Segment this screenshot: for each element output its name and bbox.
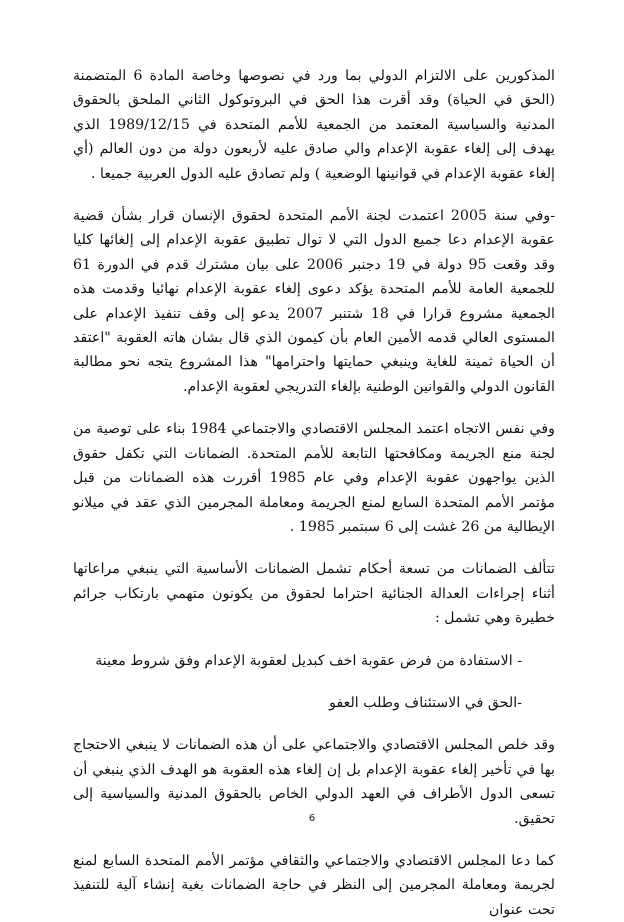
paragraph-ecosoc-1984: وفي نفس الاتجاه اعتمد المجلس الاقتصادي والاجتماعي 1984 بناء على توصية من لجنة منع الجريمة ومكافحتها التابعة للأمم المتحدة. الضمانات التي تكفل حقوق الذين يواجهون عقوبة الإعدام وفي عام 1985 أقررت هذه الضمانات من قبل مؤتمر الأمم المتحدة السابع لمنع الجريمة ومعاملة المجرمين الذي عقد في ميلانو الإيطالية من 26 غشت إلى 6 سبتمبر 1985 .	[73, 421, 555, 535]
page-number: 6	[308, 813, 316, 824]
paragraph-safeguards-intro: تتألف الضمانات من تسعة أحكام تشمل الضمانات الأساسية التي ينبغي مراعاتها أثناء إجراءات العدالة الجنائية احتراما لحقوق من يكونون متهمي بارتكاب جرائم خطيرة وهي تشمل :	[73, 561, 555, 627]
list-item-appeal-pardon: -الحق في الاستئناف وطلب العفو	[329, 694, 522, 711]
paragraph-2005-resolution: -وفي سنة 2005 اعتمدت لجنة الأمم المتحدة لحقوق الإنسان قرار بشأن قضية عقوبة الإعدام دعا جميع الدول التي لا توال تطبيق عقوبة الإعدام إلى إلغائها كليا وقد وقعت 95 دولة في 19 دجنبر 2006 على بيان مشترك قدم في الدورة 61 للجمعية العامة للأمم المتحدة يؤكد دعوى إلغاء عقوبة الإعدام نهائيا وقدمت هذه الجمعية مشروع قرارا في 18 شتنبر 2007 يدعو إلى وقف تنفيذ الإعدام على المستوى العالي قدمه الأمين العام بأن كيمون الذي قال بشان هاته العقوبة "اعتقد أن الحياة ثمينة للغاية وينبغي حمايتها واحترامها" هذا المشروع يتجه نحو مطالبة القانون الدولي والقوانين الوطنية بإلغاء التدريجي لعقوبة الإعدام.	[73, 208, 555, 395]
paragraph-ecosoc-conclusion: وقد خلص المجلس الاقتصادي والاجتماعي على أن هذه الضمانات لا ينبغي الاحتجاج بها في تأخير إلغاء عقوبة الإعدام بل إن إلغاء هذه العقوبة هو الهدف الذي ينبغي أن تسعى الدول الأطراف في العهد الدولي الخاص بالحقوق المدنية والسياسية إلى تحقيق.	[73, 737, 555, 827]
list-item-lighter-penalty: - الاستفادة من فرض عقوبة اخف كبديل لعقوبة الإعدام وفق شروط معينة	[95, 652, 522, 669]
paragraph-intl-commitment: المذكورين على الالتزام الدولي بما ورد في نصوصها وخاصة المادة 6 المتضمنة (الحق في الحياة) وقد أقرت هذا الحق في البروتوكول الثاني الملحق بالحقوق المدنية والسياسية المعتمد من الجمعية للأمم المتحدة في 1989/12/15 الذي يهدف إلى إلغاء عقوبة الإعدام والي صادق عليه لأربعون دولة من دون العالم (أي إلغاء عقوبة الإعدام في قوانينها الوضعية ) ولم تصادق عليه الدول العربية جميعا .	[73, 68, 556, 182]
paragraph-seventh-congress: كما دعا المجلس الاقتصادي والاجتماعي والثقافي مؤتمر الأمم المتحدة السابع لمنع لجريمة ومعاملة المجرمين إلى النظر في حاجة الضمانات بغية إنشاء آلية للتنفيذ تحت عنوان	[73, 852, 555, 918]
document-body	[73, 64, 555, 922]
